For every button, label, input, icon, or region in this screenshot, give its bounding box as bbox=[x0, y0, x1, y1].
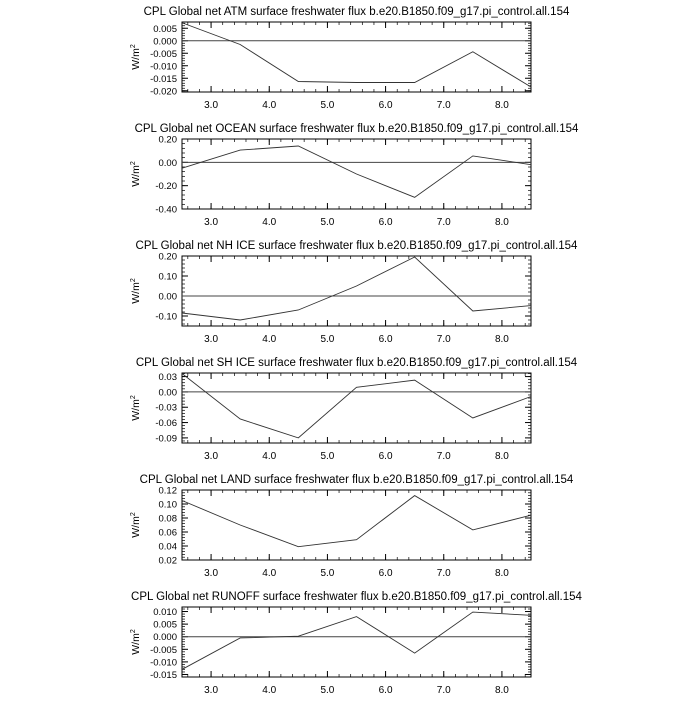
y-tick-label: 0.010 bbox=[153, 607, 177, 618]
y-axis-label-unit: W/m bbox=[130, 165, 142, 187]
y-axis-label-unit: W/m bbox=[130, 48, 142, 70]
x-tick-label: 5.0 bbox=[320, 100, 334, 111]
plot-frame bbox=[182, 607, 531, 677]
chart-title: CPL Global net SH ICE surface freshwater flux b.e20.B1850.f09_g17.pi_control.all.154 bbox=[136, 357, 578, 369]
x-tick-label: 5.0 bbox=[320, 685, 334, 696]
x-tick-label: 3.0 bbox=[204, 568, 218, 579]
y-tick-label: 0.10 bbox=[159, 500, 178, 511]
x-tick-label: 8.0 bbox=[495, 568, 509, 579]
y-tick-label: -0.010 bbox=[150, 657, 177, 668]
y-tick-label: 0.00 bbox=[159, 292, 178, 303]
y-tick-label: -0.40 bbox=[155, 205, 177, 216]
x-tick-label: 6.0 bbox=[379, 334, 393, 345]
x-tick-label: 7.0 bbox=[437, 451, 451, 462]
x-tick-label: 7.0 bbox=[437, 334, 451, 345]
y-tick-label: -0.20 bbox=[155, 181, 177, 192]
x-tick-label: 7.0 bbox=[437, 217, 451, 228]
panel-4 bbox=[130, 357, 578, 462]
x-tick-label: 3.0 bbox=[204, 217, 218, 228]
y-axis-label-exponent: 2 bbox=[130, 629, 137, 633]
x-tick-label: 8.0 bbox=[495, 100, 509, 111]
y-tick-label: -0.005 bbox=[150, 49, 177, 60]
x-tick-label: 3.0 bbox=[204, 100, 218, 111]
x-tick-label: 8.0 bbox=[495, 451, 509, 462]
data-series-line bbox=[182, 612, 531, 669]
data-series-line bbox=[182, 257, 531, 320]
panel-1 bbox=[130, 6, 570, 111]
plot-frame bbox=[182, 256, 531, 326]
panel-2 bbox=[130, 123, 579, 228]
x-tick-label: 6.0 bbox=[379, 685, 393, 696]
y-tick-label: -0.015 bbox=[150, 74, 177, 85]
x-tick-label: 8.0 bbox=[495, 217, 509, 228]
x-tick-label: 5.0 bbox=[320, 568, 334, 579]
x-tick-label: 4.0 bbox=[262, 334, 276, 345]
y-tick-label: 0.02 bbox=[159, 556, 178, 567]
x-tick-label: 6.0 bbox=[379, 451, 393, 462]
y-tick-label: 0.03 bbox=[159, 372, 178, 383]
y-tick-label: 0.000 bbox=[153, 36, 177, 47]
y-tick-label: 0.20 bbox=[159, 135, 178, 146]
data-series-line bbox=[182, 374, 531, 438]
y-tick-label: -0.010 bbox=[150, 61, 177, 72]
x-tick-label: 8.0 bbox=[495, 334, 509, 345]
y-axis-label bbox=[130, 278, 142, 304]
x-tick-label: 6.0 bbox=[379, 217, 393, 228]
y-tick-label: -0.06 bbox=[155, 418, 177, 429]
chart-title: CPL Global net NH ICE surface freshwater flux b.e20.B1850.f09_g17.pi_control.all.154 bbox=[136, 240, 579, 252]
x-tick-label: 5.0 bbox=[320, 334, 334, 345]
x-tick-label: 3.0 bbox=[204, 451, 218, 462]
y-tick-label: -0.015 bbox=[150, 670, 177, 681]
y-axis-label bbox=[130, 512, 142, 538]
x-tick-label: 7.0 bbox=[437, 568, 451, 579]
panel-3 bbox=[130, 240, 578, 345]
x-tick-label: 5.0 bbox=[320, 451, 334, 462]
x-tick-label: 8.0 bbox=[495, 685, 509, 696]
plot-frame bbox=[182, 490, 531, 560]
plot-frame bbox=[182, 373, 531, 443]
y-axis-label bbox=[130, 44, 142, 70]
y-axis-label-unit: W/m bbox=[130, 399, 142, 421]
y-axis-label-exponent: 2 bbox=[130, 278, 137, 282]
data-series-line bbox=[182, 146, 531, 197]
chart-title: CPL Global net ATM surface freshwater flux b.e20.B1850.f09_g17.pi_control.all.154 bbox=[144, 6, 570, 18]
y-tick-label: 0.04 bbox=[159, 542, 178, 553]
x-tick-label: 7.0 bbox=[437, 100, 451, 111]
y-axis-label-exponent: 2 bbox=[130, 395, 137, 399]
y-axis-label-exponent: 2 bbox=[130, 44, 137, 48]
y-axis-label-unit: W/m bbox=[130, 633, 142, 655]
chart-title: CPL Global net LAND surface freshwater flux b.e20.B1850.f09_g17.pi_control.all.154 bbox=[140, 474, 574, 486]
plot-frame bbox=[182, 22, 531, 92]
y-tick-label: -0.020 bbox=[150, 86, 177, 97]
y-axis-label bbox=[130, 395, 142, 421]
y-axis-label bbox=[130, 161, 142, 187]
y-tick-label: -0.03 bbox=[155, 403, 177, 414]
data-series-line bbox=[182, 496, 531, 547]
y-tick-label: 0.10 bbox=[159, 272, 178, 283]
y-axis-label-unit: W/m bbox=[130, 282, 142, 304]
x-tick-label: 4.0 bbox=[262, 100, 276, 111]
panel-5 bbox=[130, 474, 574, 579]
y-tick-label: -0.10 bbox=[155, 312, 177, 323]
y-tick-label: 0.20 bbox=[159, 252, 178, 263]
x-tick-label: 6.0 bbox=[379, 568, 393, 579]
x-tick-label: 3.0 bbox=[204, 334, 218, 345]
y-axis-label-exponent: 2 bbox=[130, 512, 137, 516]
x-tick-label: 6.0 bbox=[379, 100, 393, 111]
y-tick-label: 0.005 bbox=[153, 620, 177, 631]
y-axis-label-exponent: 2 bbox=[130, 161, 137, 165]
chart-title: CPL Global net RUNOFF surface freshwater flux b.e20.B1850.f09_g17.pi_control.all.154 bbox=[131, 591, 582, 603]
panel-6 bbox=[130, 591, 583, 696]
y-tick-label: -0.09 bbox=[155, 433, 177, 444]
x-tick-label: 3.0 bbox=[204, 685, 218, 696]
y-tick-label: 0.06 bbox=[159, 528, 178, 539]
y-tick-label: 0.000 bbox=[153, 632, 177, 643]
data-series-line bbox=[182, 23, 531, 87]
y-axis-label bbox=[130, 629, 142, 655]
chart-title: CPL Global net OCEAN surface freshwater flux b.e20.B1850.f09_g17.pi_control.all.154 bbox=[135, 123, 579, 135]
y-tick-label: 0.00 bbox=[159, 387, 178, 398]
y-tick-label: 0.005 bbox=[153, 24, 177, 35]
x-tick-label: 4.0 bbox=[262, 217, 276, 228]
y-axis-label-unit: W/m bbox=[130, 516, 142, 538]
y-tick-label: 0.12 bbox=[159, 486, 178, 497]
x-tick-label: 4.0 bbox=[262, 568, 276, 579]
x-tick-label: 4.0 bbox=[262, 685, 276, 696]
x-tick-label: 5.0 bbox=[320, 217, 334, 228]
x-tick-label: 7.0 bbox=[437, 685, 451, 696]
y-tick-label: 0.08 bbox=[159, 514, 178, 525]
x-tick-label: 4.0 bbox=[262, 451, 276, 462]
y-tick-label: -0.005 bbox=[150, 645, 177, 656]
y-tick-label: 0.00 bbox=[159, 158, 178, 169]
